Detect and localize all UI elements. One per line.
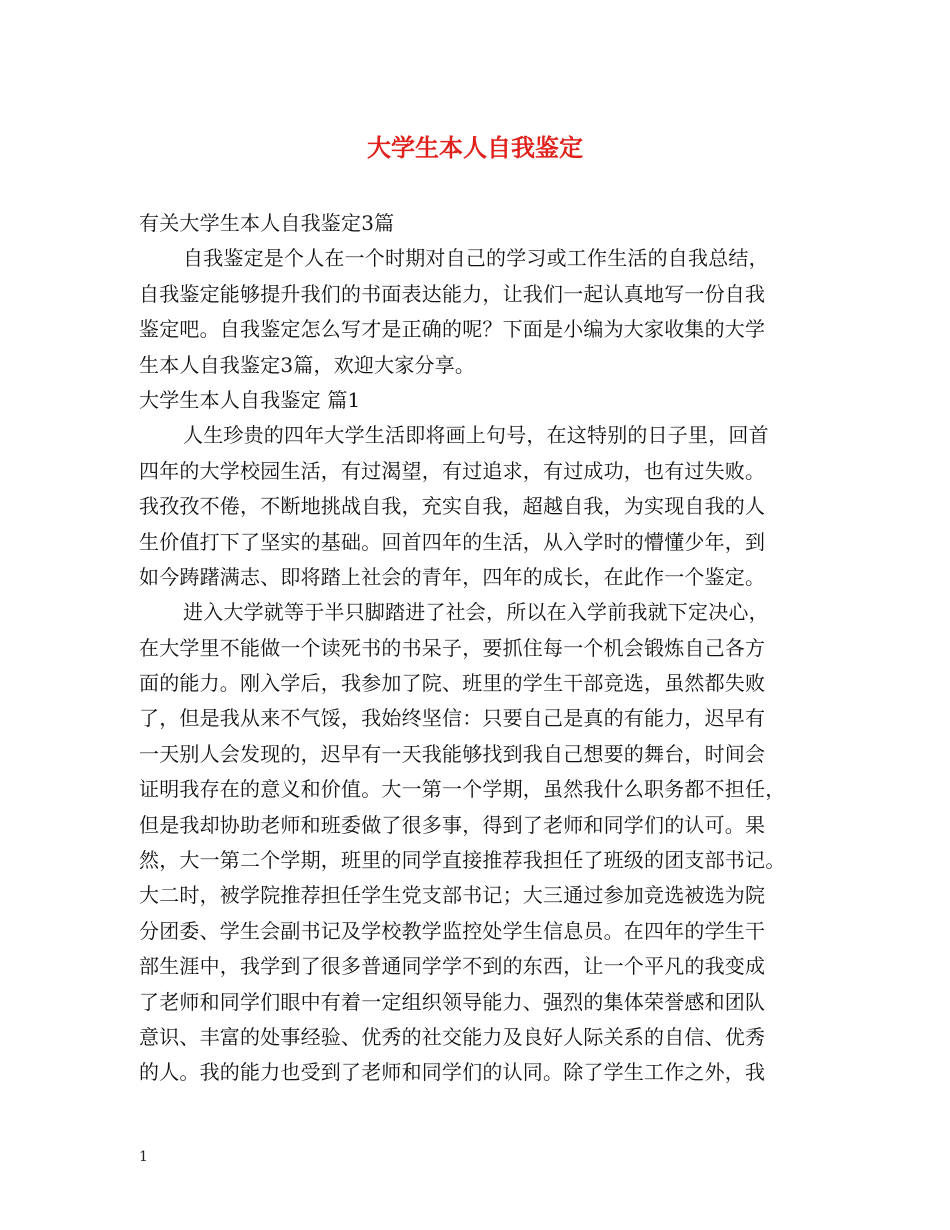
text-line: 在大学里不能做一个读死书的书呆子，要抓住每一个机会锻炼自己各方: [139, 635, 766, 660]
text-line: 然，大一第二个学期，班里的同学直接推荐我担任了班级的团支部书记。: [139, 848, 786, 873]
text-line: 部生涯中，我学到了很多普通同学学不到的东西，让一个平凡的我变成: [139, 954, 766, 979]
text-line: 如今踌躇满志、即将踏上社会的青年，四年的成长，在此作一个鉴定。: [139, 564, 766, 589]
text-line: 了老师和同学们眼中有着一定组织领导能力、强烈的集体荣誉感和团队: [139, 989, 766, 1014]
text-line: 但是我却协助老师和班委做了很多事，得到了老师和同学们的认可。果: [139, 812, 766, 837]
text-line: 大二时，被学院推荐担任学生党支部书记；大三通过参加竞选被选为院: [139, 883, 766, 908]
page-number: 1: [139, 1149, 148, 1165]
text-line: 我孜孜不倦，不断地挑战自我，充实自我，超越自我，为实现自我的人: [139, 494, 766, 519]
text-line: 四年的大学校园生活，有过渴望，有过追求，有过成功，也有过失败。: [139, 458, 766, 483]
text-line: 人生珍贵的四年大学生活即将画上句号，在这特别的日子里，回首: [183, 423, 769, 448]
text-line: 自我鉴定能够提升我们的书面表达能力，让我们一起认真地写一份自我: [139, 281, 766, 306]
page-title: 大学生本人自我鉴定: [367, 133, 583, 162]
text-line: 了，但是我从来不气馁，我始终坚信：只要自己是真的有能力，迟早有: [139, 706, 766, 731]
text-line: 面的能力。刚入学后，我参加了院、班里的学生干部竞选，虽然都失败: [139, 671, 766, 696]
text-line: 分团委、学生会副书记及学校教学监控处学生信息员。在四年的学生干: [139, 918, 766, 943]
text-line: 生价值打下了坚实的基础。回首四年的生活，从入学时的懵懂少年，到: [139, 529, 766, 554]
text-line: 鉴定吧。自我鉴定怎么写才是正确的呢？下面是小编为大家收集的大学: [139, 317, 766, 342]
text-line: 进入大学就等于半只脚踏进了社会，所以在入学前我就下定决心，: [183, 600, 769, 625]
text-line: 一天别人会发现的，迟早有一天我能够找到我自己想要的舞台，时间会: [139, 741, 766, 766]
text-line: 大学生本人自我鉴定 篇1: [139, 387, 361, 412]
text-line: 的人。我的能力也受到了老师和同学们的认同。除了学生工作之外，我: [139, 1060, 766, 1085]
text-line: 自我鉴定是个人在一个时期对自己的学习或工作生活的自我总结，: [183, 246, 769, 271]
text-line: 意识、丰富的处事经验、优秀的社交能力及良好人际关系的自信、优秀: [139, 1024, 766, 1049]
text-line: 有关大学生本人自我鉴定3篇: [139, 211, 395, 235]
document-body: [139, 206, 839, 1091]
text-line: 证明我存在的意义和价值。大一第一个学期，虽然我什么职务都不担任，: [139, 777, 786, 802]
text-line: 生本人自我鉴定3篇，欢迎大家分享。: [139, 352, 476, 377]
